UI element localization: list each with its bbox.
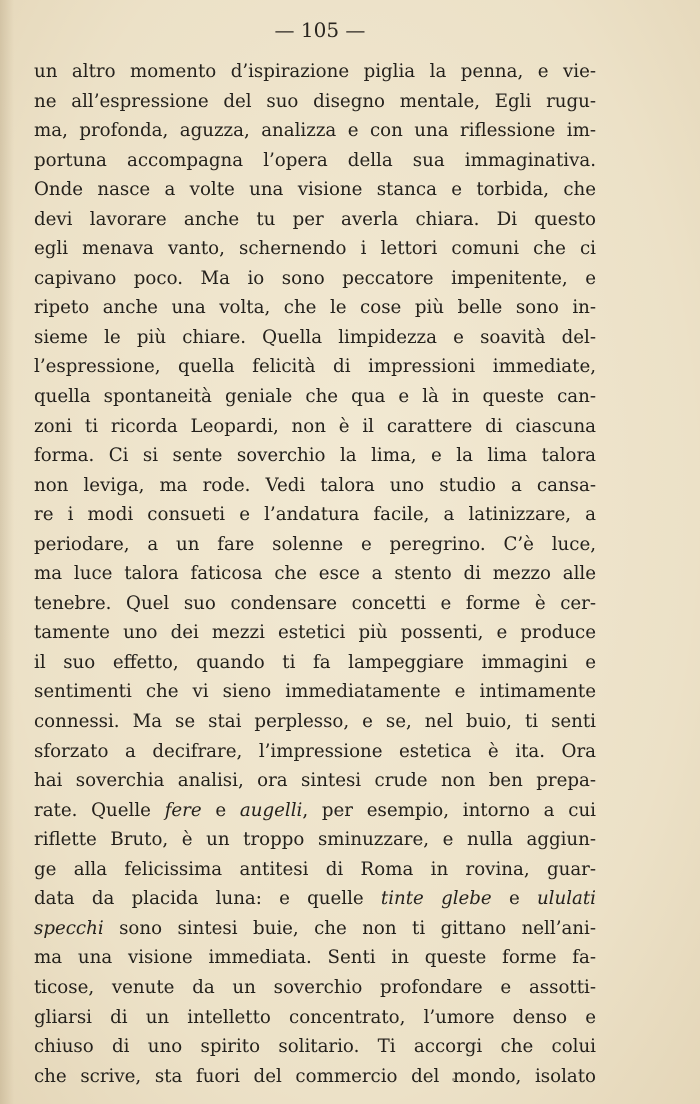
text-line: sentimenti che vi sieno immediatamente e intimamente: [34, 681, 596, 703]
page-number: — 105 —: [274, 18, 366, 42]
text-line: periodare, a un fare solenne e peregrino. C’è luce,: [34, 533, 596, 555]
text-line-with-italics: [34, 884, 596, 914]
text-line: hai soverchia analisi, ora sintesi crude non ben prepa-: [34, 770, 596, 792]
text-line: ma, profonda, aguzza, analizza e con una riflessione im-: [34, 120, 596, 142]
text-segment: e: [201, 799, 240, 821]
text-line: Onde nasce a volte una visione stanca e torbida, che: [34, 179, 596, 201]
text-line: portuna accompagna l’opera della sua immaginativa.: [34, 149, 596, 171]
text-line: re i modi consueti e l’andatura facile, a latinizzare, a: [34, 504, 596, 526]
text-segment: data da placida luna: e quelle: [34, 888, 381, 910]
text-line: tenebre. Quel suo condensare concetti e forme è cer-: [34, 592, 596, 614]
body-text: [34, 57, 596, 1091]
text-line: il suo effetto, quando ti fa lampeggiare immagini e: [34, 651, 596, 673]
text-line: forma. Ci si sente soverchio la lima, e la lima talora: [34, 445, 596, 467]
text-line: che scrive, sta fuori del commercio del mondo, isolato: [34, 1065, 596, 1087]
text-segment: , per esempio, intorno a cui: [302, 799, 596, 821]
text-line: un altro momento d’ispirazione piglia la penna, e vie-: [34, 61, 596, 82]
text-line: ma luce talora faticosa che esce a stento di mezzo alle: [34, 563, 596, 585]
text-line: non leviga, ma rode. Vedi talora uno studio a cansa-: [34, 474, 596, 496]
italic-quote: specchi: [34, 917, 104, 939]
paper-speck: [452, 1078, 455, 1081]
text-segment: sono sintesi buie, che non ti gittano nell’ani-: [103, 917, 596, 939]
italic-quote: tinte glebe: [380, 888, 492, 910]
text-line: tamente uno dei mezzi estetici più possenti, e produce: [34, 622, 596, 644]
text-segment: e: [491, 888, 537, 910]
text-line-with-italics: [34, 796, 596, 826]
text-line: capivano poco. Ma io sono peccatore impenitente, e: [34, 267, 596, 289]
text-line: ripeto anche una volta, che le cose più belle sono in-: [34, 297, 596, 319]
text-line: zoni ti ricorda Leopardi, non è il carattere di ciascuna: [34, 415, 596, 437]
text-line: egli menava vanto, schernendo i lettori comuni che ci: [34, 238, 596, 260]
text-line-with-italics: [34, 914, 596, 944]
italic-quote: fere: [164, 799, 202, 821]
text-line: devi lavorare anche tu per averla chiara. Di questo: [34, 208, 596, 230]
text-line: ne all’espressione del suo disegno mentale, Egli rugu-: [34, 90, 596, 112]
text-line: gliarsi di un intelletto concentrato, l’umore denso e: [34, 1006, 596, 1028]
text-line: chiuso di uno spirito solitario. Ti accorgi che colui: [34, 1036, 596, 1058]
text-line: connessi. Ma se stai perplesso, e se, nel buio, ti senti: [34, 711, 596, 733]
text-line: sforzato a decifrare, l’impressione estetica è ita. Ora: [34, 740, 596, 762]
text-line: riflette Bruto, è un troppo sminuzzare, e nulla aggiun-: [34, 829, 596, 851]
text-line: l’espressione, quella felicità di impressioni immediate,: [34, 356, 596, 378]
text-line: ma una visione immediata. Senti in queste forme fa-: [34, 947, 596, 969]
text-line: sieme le più chiare. Quella limpidezza e soavità del-: [34, 326, 596, 348]
italic-quote: ululati: [536, 888, 596, 910]
text-line: quella spontaneità geniale che qua e là in queste can-: [34, 386, 596, 408]
text-line: ticose, venute da un soverchio profondare e assotti-: [34, 976, 596, 998]
italic-quote: augelli: [239, 799, 303, 821]
text-line: ge alla felicissima antitesi di Roma in rovina, guar-: [34, 858, 596, 880]
text-segment: rate. Quelle: [34, 799, 165, 821]
